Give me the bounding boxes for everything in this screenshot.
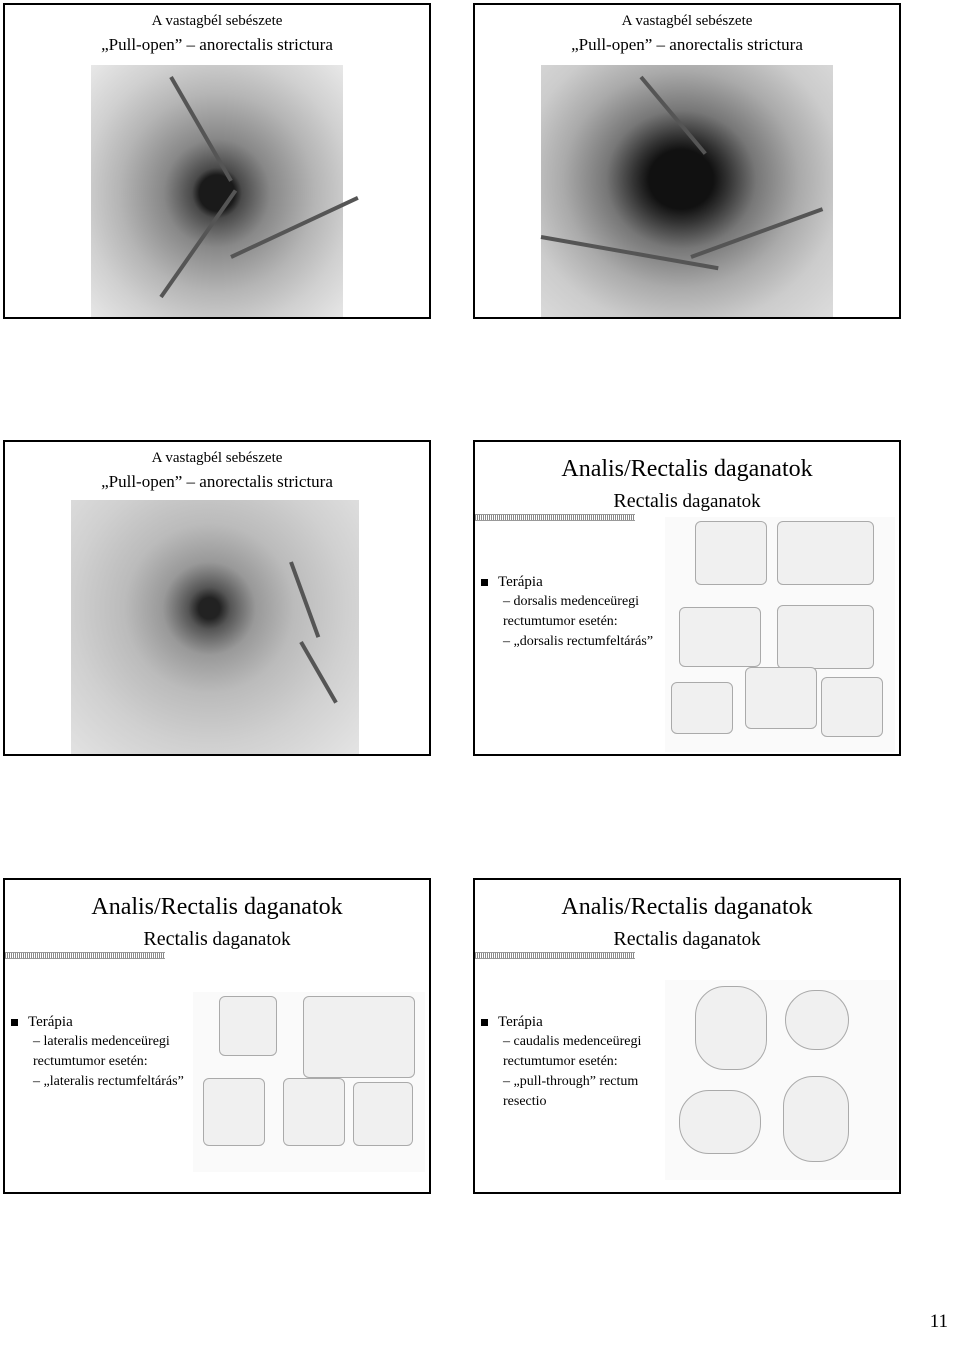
sub-item: – dorsalis medenceüregi rectumtumor esetén: <box>503 594 640 629</box>
instrument <box>230 196 359 259</box>
instrument <box>690 207 823 259</box>
square-bullet-icon <box>481 579 488 586</box>
bullet-list <box>11 1012 201 1092</box>
surgical-photo <box>541 65 833 319</box>
bullet-item <box>481 572 671 592</box>
instrument <box>541 235 719 270</box>
instrument <box>159 189 237 298</box>
bullet-item <box>11 1012 201 1032</box>
divider <box>475 952 635 959</box>
diagram-panel <box>695 986 767 1070</box>
slide-subtitle: A vastagbél sebészete <box>151 450 283 466</box>
diagram-panel <box>679 607 761 667</box>
subtitle-rest: daganatok <box>207 929 291 950</box>
slide-title: „Pull-open” – anorectalis strictura <box>101 472 333 491</box>
slide-title: Analis/Rectalis daganatok <box>91 894 343 920</box>
bullet-list <box>481 572 671 652</box>
diagram-panel <box>219 996 277 1056</box>
diagram-panel <box>695 521 767 585</box>
diagram-panel <box>783 1076 849 1162</box>
subtitle-rest: daganatok <box>677 491 761 512</box>
slide-2 <box>473 3 901 319</box>
divider <box>475 514 635 521</box>
page-number: 11 <box>929 1311 948 1332</box>
surgical-diagram <box>193 992 425 1172</box>
surgical-photo <box>91 65 343 319</box>
slide-subtitle <box>475 928 899 951</box>
instrument <box>289 561 320 638</box>
subtitle-rest: daganatok <box>677 929 761 950</box>
slide-subtitle: A vastagbél sebészete <box>621 13 753 29</box>
subtitle-bold: Rectalis <box>613 490 678 512</box>
slide-title: „Pull-open” – anorectalis strictura <box>571 35 803 54</box>
slide-1 <box>3 3 431 319</box>
diagram-panel <box>203 1078 265 1146</box>
diagram-panel <box>777 605 874 669</box>
sub-item: – „dorsalis rectumfeltárás” <box>503 634 654 649</box>
diagram-panel <box>745 667 817 729</box>
diagram-panel <box>777 521 874 585</box>
slide-title: Analis/Rectalis daganatok <box>561 456 813 482</box>
instrument <box>169 76 232 182</box>
bullet-item <box>481 1012 671 1032</box>
diagram-panel <box>821 677 883 737</box>
diagram-panel <box>679 1090 761 1154</box>
bullet-text: Terápia <box>498 1014 543 1030</box>
instrument <box>299 641 337 704</box>
subtitle-bold: Rectalis <box>143 928 208 950</box>
slide-title: Analis/Rectalis daganatok <box>561 894 813 920</box>
diagram-panel <box>353 1082 413 1146</box>
sub-item: – lateralis medenceüregi rectumtumor esetén: <box>33 1034 170 1069</box>
square-bullet-icon <box>11 1019 18 1026</box>
diagram-panel <box>671 682 733 734</box>
slide-subtitle: A vastagbél sebészete <box>151 13 283 29</box>
slide-6 <box>473 878 901 1194</box>
slide-subtitle <box>475 490 899 513</box>
slide-4 <box>473 440 901 756</box>
sub-item: – „lateralis rectumfeltárás” <box>33 1074 184 1089</box>
divider <box>5 952 165 959</box>
diagram-panel <box>283 1078 345 1146</box>
instrument <box>639 76 706 155</box>
slide-subtitle <box>5 928 429 951</box>
bullet-list <box>481 1012 671 1112</box>
diagram-panel <box>303 996 415 1078</box>
subtitle-bold: Rectalis <box>613 928 678 950</box>
slide-5 <box>3 878 431 1194</box>
surgical-photo <box>71 500 359 756</box>
sub-item: – caudalis medenceüregi rectumtumor esetén: <box>503 1034 642 1069</box>
surgical-diagram <box>665 517 895 752</box>
bullet-text: Terápia <box>28 1014 73 1030</box>
sub-item: – „pull-through” rectum resectio <box>503 1074 639 1109</box>
bullet-text: Terápia <box>498 574 543 590</box>
square-bullet-icon <box>481 1019 488 1026</box>
slide-3 <box>3 440 431 756</box>
diagram-panel <box>785 990 849 1050</box>
surgical-diagram <box>665 980 897 1180</box>
slide-title: „Pull-open” – anorectalis strictura <box>101 35 333 54</box>
